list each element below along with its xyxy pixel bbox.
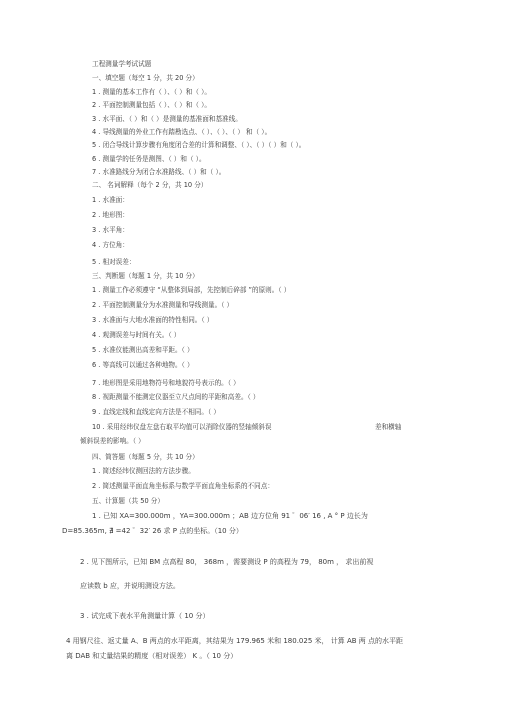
calc-question-2-line2: 应读数 b 应，并说明测设方法。 [80,582,180,590]
section-heading-fill-blank: 一、填空题（每空 1 分，共 20 分） [92,74,199,82]
term-question: 1 . 水准面： [92,196,129,204]
calc-question-1-line1: 1 . 已知 XA=300.000m ，YA=300.000m ；AB 边方位角 91 ゜06′ 16 , A ° P 边长为 [92,512,368,520]
judge-question: 4 . 观测误差与时间有关。（ ） [92,331,181,339]
judge-question: 1 . 测量工作必须遵守 “从整体到局部，先控制后碎部 ”的原则。（ ） [92,286,291,294]
judge-question-10-part2: 差和横轴 [375,423,402,431]
section-heading-calc: 五、计算题（共 50 分） [92,497,164,505]
fill-blank-question: 7 . 水准路线分为闭合水准路线、（ ）和（ ）。 [92,168,226,176]
judge-question: 3 . 水准面与大地水准面的特性相同。（ ） [92,316,214,324]
calc-question-4-line2: 离 DAB 和丈量结果的精度（相对误差） K 。（ 10 分） [66,652,238,660]
fill-blank-question: 3 . 水平面、（ ）和（ ）是测量的基准面和基准线。 [92,115,242,123]
term-question: 5 . 相对误差： [92,258,136,266]
judge-question-10-part1: 10 . 采用经纬仪盘左盘右取平均值可以消除仪器的竖轴倾斜误 [92,423,272,431]
fill-blank-question: 4 . 导线测量的外业工作有踏勘选点、（ ）、（ ）、（ ） 和（ ）。 [92,128,272,136]
section-heading-terms: 二、 名词解释（每个 2 分，共 10 分） [92,181,208,189]
judge-question: 8 . 视距测量不能测定仪器至立尺点间的平距和高差。（ ） [92,393,260,401]
term-question: 2 . 地形图： [92,211,129,219]
fill-blank-question: 1 . 测量的基本工作有（ ）、（ ）和（ ）。 [92,88,211,96]
fill-blank-question: 2 . 平面控制测量包括（ ）、（ ）和（ ）。 [92,101,211,109]
fill-blank-question: 5 . 闭合导线计算步骤有角度闭合差的计算和调整、（ ）、（ ）（ ）和（ ）。 [92,141,306,149]
judge-question: 7 . 地形图是采用地物符号和地貌符号表示的。（ ） [92,379,240,387]
exam-title: 工程测量学考试试题 [92,60,152,68]
judge-question-10-part3: 倾斜误差的影响。（ ） [80,437,145,445]
term-question: 3 . 水平角： [92,226,129,234]
section-heading-short-answer: 四、简答题（每题 5 分，共 10 分） [92,453,199,461]
short-answer-question: 2 . 简述测量平面直角坐标系与数学平面直角坐标系的不同点： [92,482,274,490]
calc-question-2-line1: 2 . 见下图所示，已知 BM 点高程 80， 368m ，需要测设 P 的高程为 79， 80m ， 求出前视 [80,558,374,566]
judge-question: 9 . 直线定线和直线定向方法是不相同。（ ） [92,408,220,416]
fill-blank-question: 6 . 测量学的任务是测图、（ ）和（ ）。 [92,155,206,163]
judge-question: 6 . 等高线可以通过各种地物。（ ） [92,361,194,369]
calc-question-3: 3 . 试完成下表水平角测量计算（ 10 分） [80,612,210,620]
judge-question: 5 . 水准仪能测出高差和平距。（ ） [92,346,194,354]
section-heading-judge: 三、判断题（每题 1 分，共 10 分） [92,272,199,280]
calc-question-1-line2: D=85.365m, ∄ =42 ゜32′ 26 求 P 点的坐标。（10 分） [62,527,243,535]
judge-question: 2 . 平面控制测量分为水准测量和导线测量。（ ） [92,301,234,309]
calc-question-4-line1: 4 用钢尺往、返丈量 A、B 两点的水平距离，其结果为 179.965 米和 180.025 米， 计算 AB 两 点的水平距 [66,637,404,645]
term-question: 4 . 方位角： [92,241,129,249]
short-answer-question: 1 . 简述经纬仪测回法的方法步骤。 [92,467,195,475]
